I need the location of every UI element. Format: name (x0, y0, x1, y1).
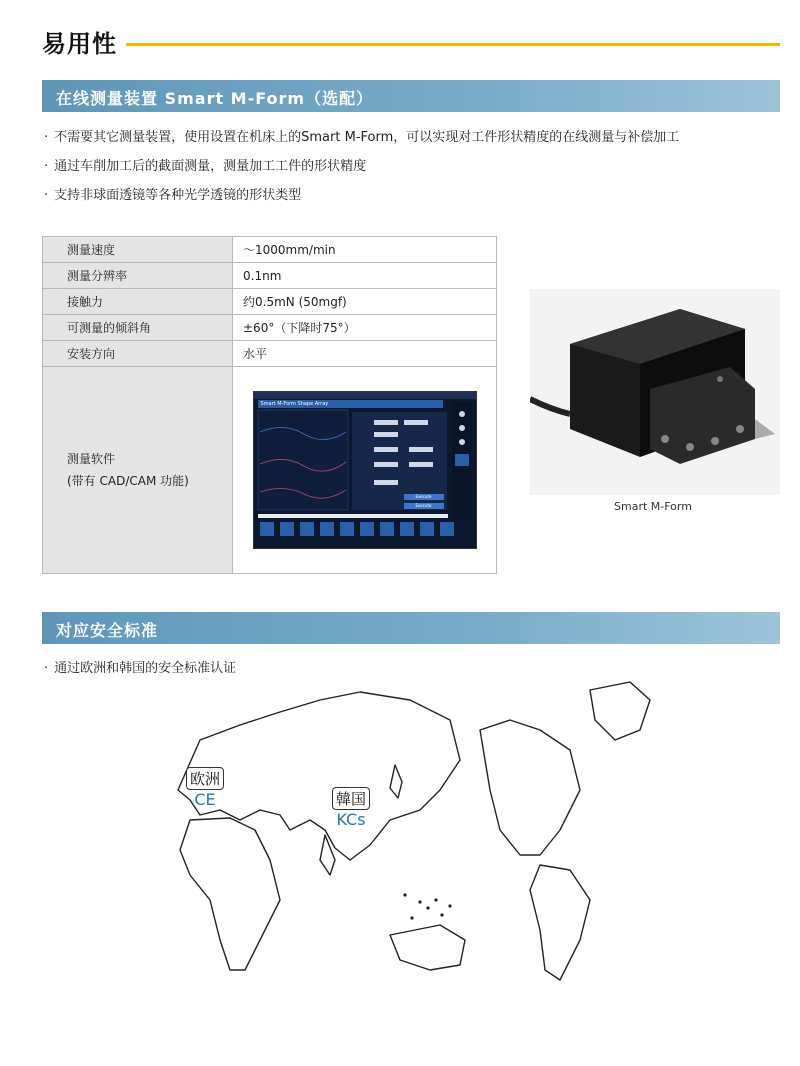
region-europe-label: 欧洲 (186, 767, 224, 790)
spec-value: 0.1nm (233, 263, 497, 289)
north-america-landmass (480, 720, 580, 855)
spec-label: 测量速度 (43, 237, 233, 263)
page-title: 易用性 (42, 30, 117, 58)
table-row (43, 341, 497, 367)
section-header-safety (42, 612, 780, 644)
section-title: 对应安全标准 (56, 621, 159, 640)
australia-landmass (390, 925, 465, 970)
spec-label: 接触力 (43, 289, 233, 315)
screenshot-content (254, 392, 476, 548)
region-korea-label: 韓国 (332, 787, 370, 810)
bullet-item: · 支持非球面透镜等各种光学透镜的形状类型 (44, 184, 301, 203)
islands (403, 893, 451, 919)
spec-table (42, 236, 497, 574)
section-header-smart-mform (42, 80, 780, 112)
africa-landmass (180, 818, 280, 970)
spec-label: 安装方向 (43, 341, 233, 367)
spec-value: ±60°（下降时75°） (233, 315, 497, 341)
table-row (43, 289, 497, 315)
bullet-item: · 通过车削加工后的截面测量，测量加工工件的形状精度 (44, 155, 366, 174)
device-illustration (530, 289, 780, 495)
section-title: 在线测量装置 Smart M-Form（选配） (56, 89, 374, 108)
table-row (43, 367, 497, 574)
region-korea-code: KCs (336, 810, 366, 829)
spec-label: 测量分辨率 (43, 263, 233, 289)
world-map (120, 670, 700, 1050)
title-rule (126, 43, 780, 46)
screenshot-execute-button: Execute (415, 494, 432, 499)
spec-value: 水平 (233, 341, 497, 367)
region-europe-code: CE (194, 790, 216, 809)
greenland-landmass (590, 682, 650, 740)
screenshot-execute-button: Execute (415, 503, 432, 508)
software-sublabel: (带有 CAD/CAM 功能) (67, 474, 189, 488)
bullet-item: · 不需要其它测量装置，使用设置在机床上的Smart M-Form，可以实现对工件形状精度的在线测量与补偿加工 (44, 126, 679, 145)
bullet-item: · 通过欧洲和韩国的安全标准认证 (44, 657, 236, 676)
smart-mform-photo (530, 289, 780, 495)
table-row (43, 237, 497, 263)
screenshot-tab-header: Smart M-Form Shape Array (258, 400, 443, 408)
table-row (43, 315, 497, 341)
table-row (43, 263, 497, 289)
software-screenshot (253, 391, 477, 549)
software-label: 测量软件 (67, 452, 116, 466)
software-screenshot-cell (233, 367, 497, 574)
region-korea (332, 787, 370, 829)
photo-caption: Smart M-Form (614, 500, 692, 513)
spec-value: 约0.5mN (50mgf) (233, 289, 497, 315)
region-europe (186, 767, 224, 809)
spec-value: 〜1000mm/min (233, 237, 497, 263)
south-america-landmass (530, 865, 590, 980)
spec-label: 可测量的倾斜角 (43, 315, 233, 341)
spec-label-software (43, 367, 233, 574)
